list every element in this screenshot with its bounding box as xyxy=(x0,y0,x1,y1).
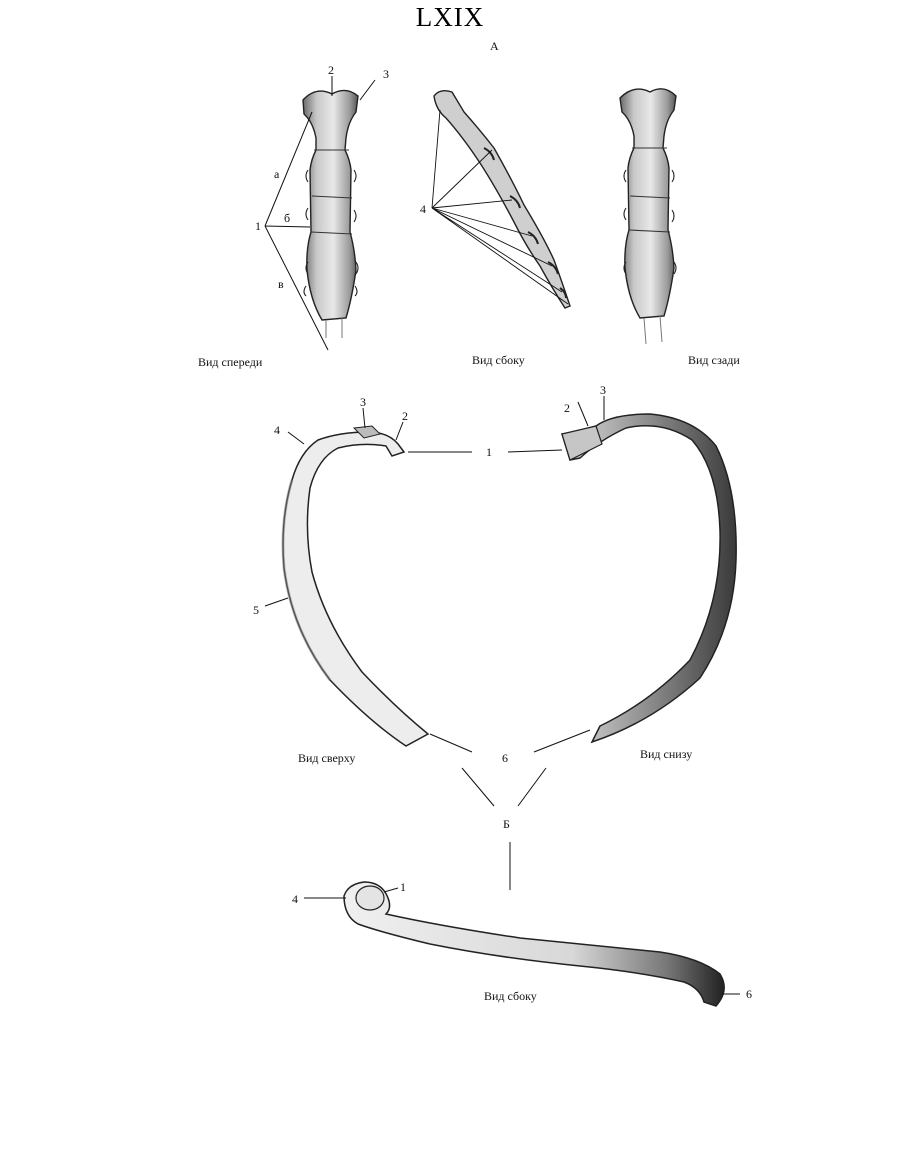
label-b-left-4: 4 xyxy=(274,423,280,437)
label-a-b: б xyxy=(284,211,291,225)
label-a-2: 2 xyxy=(328,63,334,77)
sternum-front-view xyxy=(265,76,375,350)
rib-side-view xyxy=(304,882,740,1006)
label-b-side-4: 4 xyxy=(292,892,298,906)
label-a-1: 1 xyxy=(255,219,261,233)
label-b-right-2: 2 xyxy=(564,401,570,415)
panel-b-letter: Б xyxy=(503,817,510,831)
label-a-v: в xyxy=(278,277,284,291)
label-b-center-6: 6 xyxy=(502,751,508,765)
label-b-left-3: 3 xyxy=(360,395,366,409)
label-b-center-1: 1 xyxy=(486,445,492,459)
label-a-4: 4 xyxy=(420,202,426,216)
caption-back-view: Вид сзади xyxy=(688,353,740,367)
label-b-side-6: 6 xyxy=(746,987,752,1001)
caption-top-view: Вид сверху xyxy=(298,751,356,765)
panel-a-letter: А xyxy=(490,39,499,53)
caption-bottom-view: Вид снизу xyxy=(640,747,693,761)
sternum-side-view xyxy=(432,91,570,308)
label-a-a: а xyxy=(274,167,280,181)
label-a-3: 3 xyxy=(383,67,389,81)
label-b-right-3: 3 xyxy=(600,383,606,397)
label-b-left-2: 2 xyxy=(402,409,408,423)
rib-bottom-view xyxy=(508,396,736,752)
label-b-side-1: 1 xyxy=(400,880,406,894)
sternum-back-view xyxy=(620,89,676,344)
caption-side-view-a: Вид сбоку xyxy=(472,353,525,367)
caption-side-view-b: Вид сбоку xyxy=(484,989,537,1003)
caption-front-view: Вид спереди xyxy=(198,355,263,369)
label-b-left-5: 5 xyxy=(253,603,259,617)
rib-top-view xyxy=(265,408,472,752)
plate-title: LXIX xyxy=(415,2,485,32)
